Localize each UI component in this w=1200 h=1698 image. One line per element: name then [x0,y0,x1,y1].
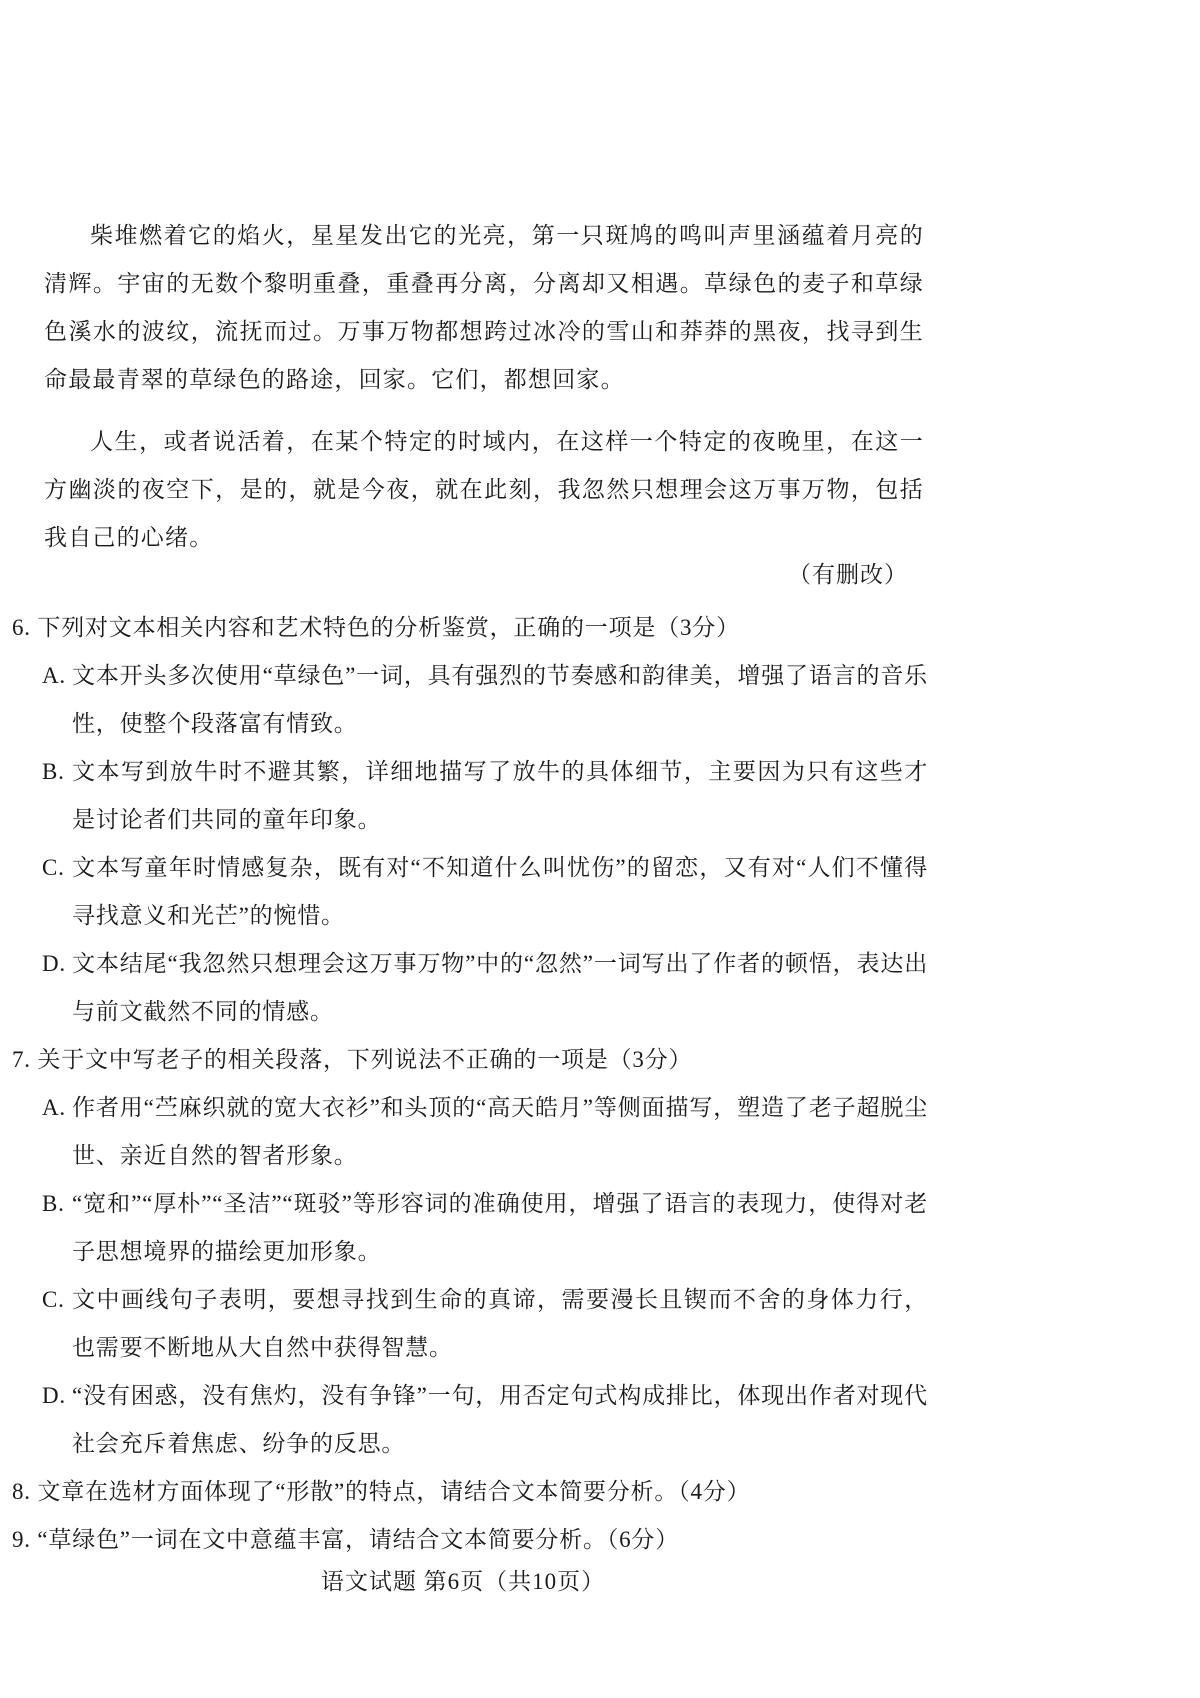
option-text: 文本写到放牛时不避其繁，详细地描写了放牛的具体细节，主要因为只有这些才是讨论者们共同的童年印象。 [72,759,928,832]
question-6-option-d [12,940,928,1036]
question-6-stem: 6. 下列对文本相关内容和艺术特色的分析鉴赏，正确的一项是（3分） [12,615,740,640]
question-8 [12,1468,928,1516]
question-6-option-a [12,652,928,748]
option-letter: B. [42,1191,65,1216]
question-6-option-c [12,844,928,940]
option-text: 作者用“苎麻织就的宽大衣衫”和头顶的“高天皓月”等侧面描写，塑造了老子超脱尘世、亲近自然的智者形象。 [72,1095,928,1168]
option-letter: D. [42,1383,66,1408]
question-7-option-a [12,1084,928,1180]
option-text: “没有困惑，没有焦灼，没有争锋”一句，用否定句式构成排比，体现出作者对现代社会充斥着焦虑、纷争的反思。 [72,1383,928,1456]
option-letter: A. [42,663,66,688]
question-list [12,604,928,1564]
edit-note: （有删改） [788,562,908,588]
option-text: 文本结尾“我忽然只想理会这万事万物”中的“忽然”一词写出了作者的顿悟，表达出与前文截然不同的情感。 [72,951,928,1024]
question-9-stem: 9. “草绿色”一词在文中意蕴丰富，请结合文本简要分析。（6分） [12,1527,680,1552]
option-letter: C. [42,855,65,880]
option-text: 文本开头多次使用“草绿色”一词，具有强烈的节奏感和韵律美，增强了语言的音乐性，使整个段落富有情致。 [72,663,928,736]
reading-passage [44,212,924,576]
question-7-stem: 7. 关于文中写老子的相关段落，下列说法不正确的一项是（3分） [12,1047,693,1072]
option-letter: D. [42,951,66,976]
option-letter: C. [42,1287,65,1312]
option-text: 文本写童年时情感复杂，既有对“不知道什么叫忧伤”的留恋，又有对“人们不懂得寻找意义和光芒”的惋惜。 [72,855,928,928]
passage-paragraph-2: 人生，或者说活着，在某个特定的时域内，在这样一个特定的夜晚里，在这一方幽淡的夜空下，是的，就是今夜，就在此刻，我忽然只想理会这万事万物，包括我自己的心绪。 [44,429,924,551]
page-footer [0,1563,1200,1596]
option-letter: B. [42,759,65,784]
question-6-option-b [12,748,928,844]
question-7-option-b [12,1180,928,1276]
question-7-option-c [12,1276,928,1372]
page-number-label: 语文试题 第6页（共10页） [320,1569,606,1594]
option-text: “宽和”“厚朴”“圣洁”“斑驳”等形容词的准确使用，增强了语言的表现力，使得对老子思想境界的描绘更加形象。 [72,1191,928,1264]
question-6 [12,604,928,1036]
option-text: 文中画线句子表明，要想寻找到生命的真谛，需要漫长且锲而不舍的身体力行，也需要不断地从大自然中获得智慧。 [72,1287,928,1360]
option-letter: A. [42,1095,66,1120]
question-8-stem: 8. 文章在选材方面体现了“形散”的特点，请结合文本简要分析。（4分） [12,1479,751,1504]
passage-paragraph-1: 柴堆燃着它的焰火，星星发出它的光亮，第一只斑鸠的鸣叫声里涵蕴着月亮的清辉。宇宙的无数个黎明重叠，重叠再分离，分离却又相遇。草绿色的麦子和草绿色溪水的波纹，流抚而过。万事万物都想跨过冰冷的雪山和莽莽的黑夜，找寻到生命最最青翠的草绿色的路途，回家。它们，都想回家。 [44,223,924,393]
question-9 [12,1516,928,1564]
question-7-option-d [12,1372,928,1468]
question-7 [12,1036,928,1468]
